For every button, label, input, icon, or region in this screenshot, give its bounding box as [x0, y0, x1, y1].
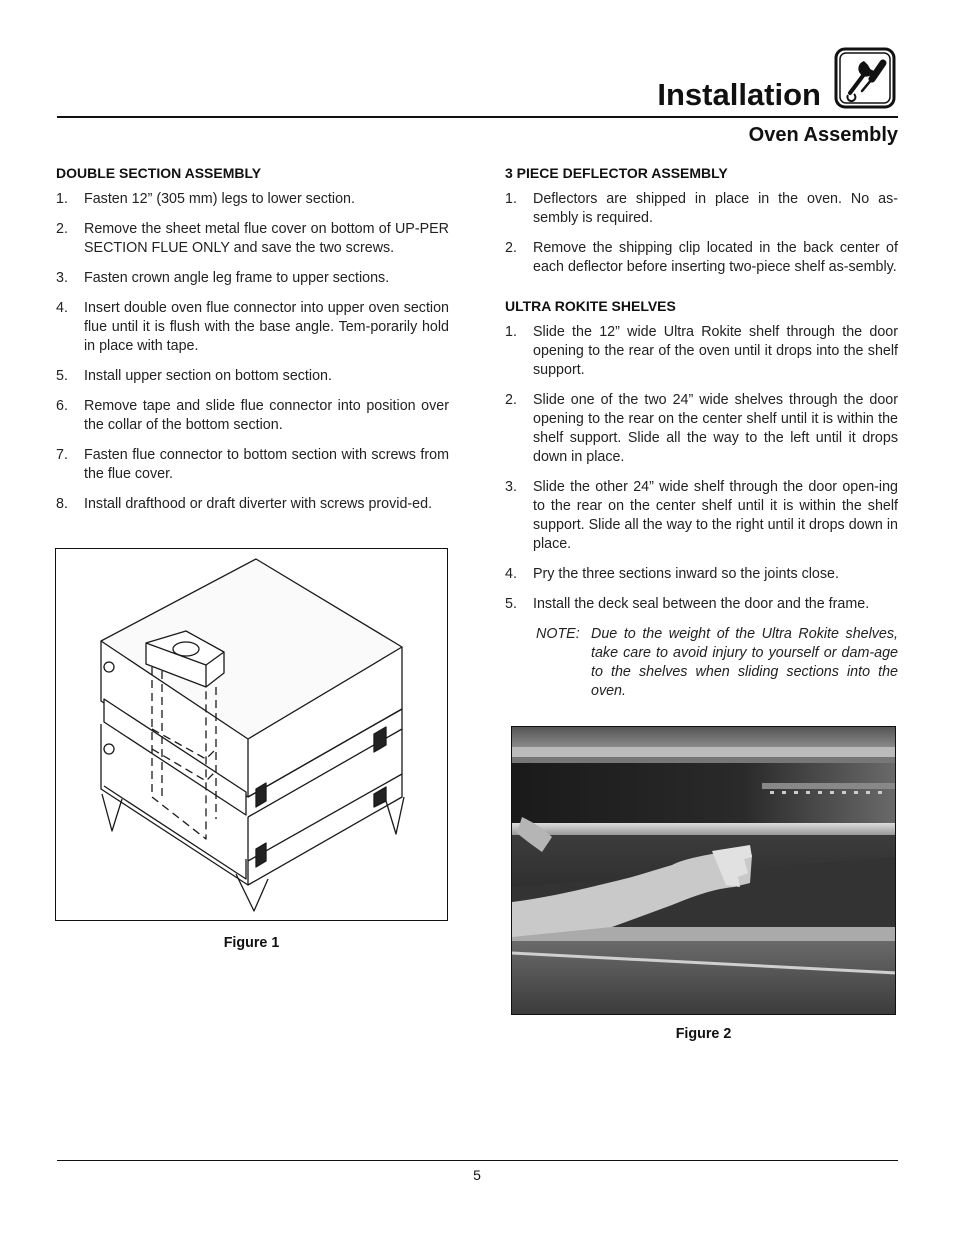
deflector-heading: 3 PIECE DEFLECTOR ASSEMBLY	[505, 165, 728, 181]
step-number: 1.	[505, 324, 517, 340]
right-column	[505, 164, 898, 701]
figure-1-caption: Figure 1	[223, 935, 280, 951]
list-item	[505, 190, 898, 228]
list-item	[56, 269, 449, 288]
list-item	[56, 190, 449, 209]
double-section-steps	[56, 190, 449, 514]
step-number: 8.	[56, 496, 68, 512]
step-text: Insert double oven flue connector into upper oven section flue until it is flush with the base angle. Tem-porarily hold in place with tape.	[84, 300, 449, 354]
page-number: 5	[473, 1167, 481, 1183]
step-text: Pry the three sections inward so the joints close.	[533, 566, 839, 582]
figure-2-caption: Figure 2	[675, 1026, 732, 1042]
step-number: 5.	[56, 368, 68, 384]
footer-rule	[57, 1160, 898, 1161]
step-number: 3.	[56, 270, 68, 286]
step-text: Install the deck seal between the door and the frame.	[533, 596, 870, 612]
step-number: 7.	[56, 447, 68, 463]
list-item	[56, 299, 449, 356]
step-number: 5.	[505, 596, 517, 612]
note-label: NOTE:	[536, 626, 580, 642]
note	[536, 625, 898, 701]
step-text: Install drafthood or draft diverter with screws provid-ed.	[84, 496, 433, 512]
note-text: Due to the weight of the Ultra Rokite shelves, take care to avoid injury to yourself or dam-age to the shelves when sliding sections into the oven.	[591, 626, 898, 699]
step-number: 4.	[505, 566, 517, 582]
figure-1-oven-illustration	[55, 548, 448, 921]
step-text: Slide the other 24” wide shelf through the door open-ing to the rear on the center shelf until it is within the shelf support. Slide all the way to the right until it drops down in place.	[533, 479, 898, 552]
wrench-screwdriver-icon	[834, 47, 896, 109]
step-text: Install upper section on bottom section.	[84, 368, 332, 384]
step-text: Slide the 12” wide Ultra Rokite shelf through the door opening to the rear of the oven until it drops into the shelf support.	[533, 324, 898, 378]
page-title: Installation	[657, 77, 821, 112]
list-item	[505, 239, 898, 277]
step-number: 2.	[505, 392, 517, 408]
step-number: 2.	[505, 240, 517, 256]
step-number: 6.	[56, 398, 68, 414]
step-number: 1.	[56, 191, 68, 207]
section-subtitle: Oven Assembly	[748, 124, 898, 146]
list-item	[56, 367, 449, 386]
step-text: Remove the shipping clip located in the back center of each deflector before inserting two-piece shelf as-sembly.	[533, 240, 898, 275]
figure-2-oven-photo	[511, 726, 896, 1015]
step-text: Slide one of the two 24” wide shelves through the door opening to the rear on the center shelf until it is within the shelf support. Slide all the way to the left until it drops down in place.	[533, 392, 898, 465]
step-number: 3.	[505, 479, 517, 495]
step-text: Remove tape and slide flue connector into position over the collar of the bottom section.	[84, 398, 449, 433]
left-column	[56, 164, 449, 525]
list-item	[56, 495, 449, 514]
step-number: 1.	[505, 191, 517, 207]
step-text: Fasten crown angle leg frame to upper sections.	[84, 270, 390, 286]
list-item	[505, 478, 898, 554]
deflector-steps	[505, 190, 898, 277]
step-text: Deflectors are shipped in place in the oven. No as-sembly is required.	[533, 191, 898, 226]
shelves-heading: ULTRA ROKITE SHELVES	[505, 298, 676, 314]
list-item	[505, 565, 898, 584]
list-item	[56, 397, 449, 435]
double-section-heading: DOUBLE SECTION ASSEMBLY	[56, 165, 262, 181]
list-item	[505, 595, 898, 614]
shelves-steps	[505, 323, 898, 614]
list-item	[505, 391, 898, 467]
list-item	[56, 220, 449, 258]
header-rule	[57, 116, 898, 118]
step-text: Fasten flue connector to bottom section with screws from the flue cover.	[84, 447, 449, 482]
step-text: Fasten 12” (305 mm) legs to lower section.	[84, 191, 355, 207]
list-item	[505, 323, 898, 380]
step-number: 2.	[56, 221, 68, 237]
step-number: 4.	[56, 300, 68, 316]
step-text: Remove the sheet metal flue cover on bottom of UP-PER SECTION FLUE ONLY and save the two screws.	[84, 221, 449, 256]
list-item	[56, 446, 449, 484]
